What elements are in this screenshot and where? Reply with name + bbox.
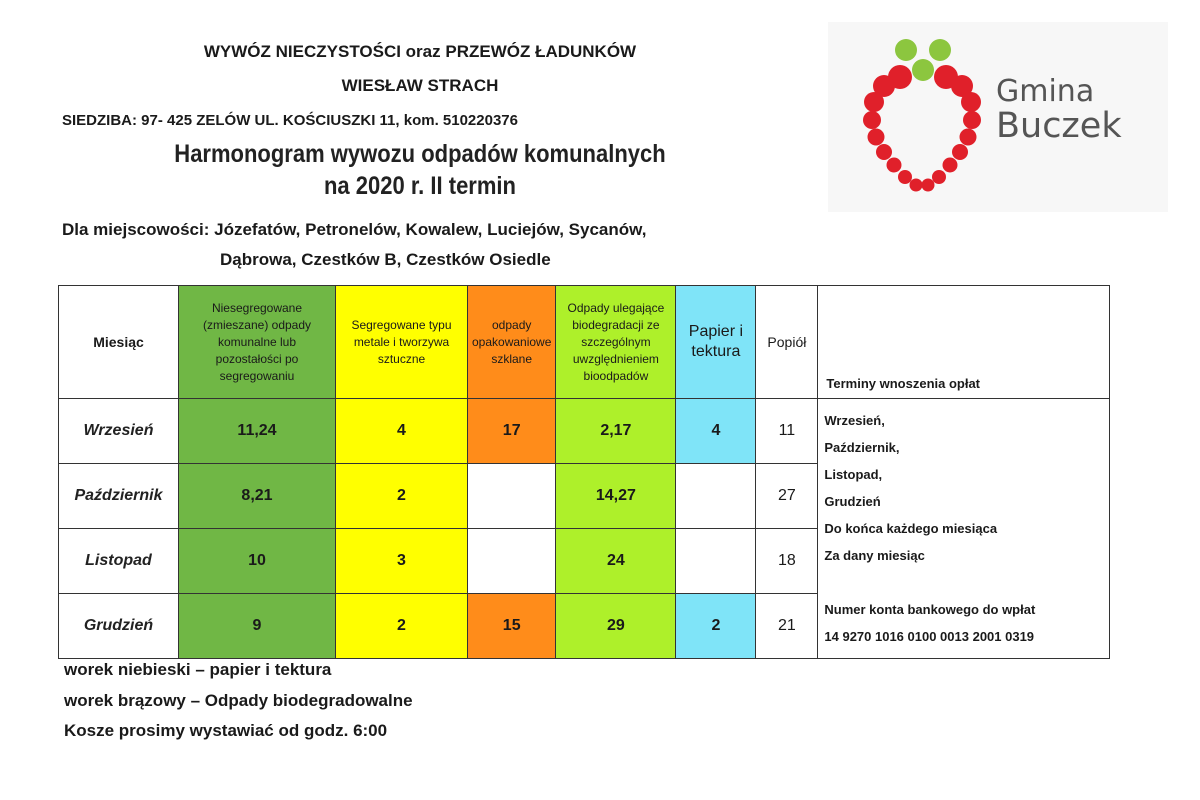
col-header-payment-terms: Terminy wnoszenia opłat bbox=[818, 286, 1110, 399]
mixed-cell: 9 bbox=[179, 594, 336, 659]
payment-term-line: Wrzesień, bbox=[824, 413, 885, 428]
glass-cell bbox=[468, 464, 556, 529]
footer-note-bins-time: Kosze prosimy wystawiać od godz. 6:00 bbox=[64, 721, 388, 740]
paper-cell: 4 bbox=[676, 399, 756, 464]
page-subtitle: na 2020 r. II termin bbox=[323, 172, 516, 200]
col-header-metal-plastic: Segregowane typu metale i tworzywa sztuczne bbox=[336, 286, 468, 399]
metal-plastic-cell: 2 bbox=[336, 464, 468, 529]
col-header-month: Miesiąc bbox=[59, 286, 179, 399]
col-header-glass: odpady opakowaniowe szklane bbox=[468, 286, 556, 399]
month-cell: Grudzień bbox=[59, 594, 179, 659]
table-row bbox=[59, 399, 1110, 464]
glass-cell: 17 bbox=[468, 399, 556, 464]
bio-cell: 24 bbox=[556, 529, 676, 594]
mixed-cell: 8,21 bbox=[179, 464, 336, 529]
ash-cell: 18 bbox=[756, 529, 818, 594]
waste-schedule-table bbox=[58, 285, 1110, 659]
gmina-buczek-logo bbox=[828, 22, 1168, 212]
bank-account-number: 14 9270 1016 0100 0013 2001 0319 bbox=[824, 629, 1035, 644]
payment-term-line: Październik, bbox=[824, 440, 900, 455]
metal-plastic-cell: 4 bbox=[336, 399, 468, 464]
metal-plastic-cell: 2 bbox=[336, 594, 468, 659]
col-header-ash: Popiół bbox=[756, 286, 818, 399]
table-header-row bbox=[59, 286, 1110, 399]
page-title: Harmonogram wywozu odpadów komunalnych bbox=[174, 140, 666, 168]
payment-term-line: Do końca każdego miesiąca bbox=[824, 521, 998, 536]
ash-cell: 21 bbox=[756, 594, 818, 659]
glass-cell: 15 bbox=[468, 594, 556, 659]
paper-cell: 2 bbox=[676, 594, 756, 659]
footer-note-blue-bag: worek niebieski – papier i tektura bbox=[64, 660, 332, 679]
payment-term-line: Za dany miesiąc bbox=[824, 548, 925, 563]
ash-cell: 27 bbox=[756, 464, 818, 529]
bank-account-label: Numer konta bankowego do wpłat bbox=[824, 602, 1036, 617]
heart-dots-logo-icon bbox=[828, 22, 998, 212]
footer-note-brown-bag: worek brązowy – Odpady biodegradowalne bbox=[64, 691, 413, 710]
metal-plastic-cell: 3 bbox=[336, 529, 468, 594]
ash-cell: 11 bbox=[756, 399, 818, 464]
towns-line-2: Dąbrowa, Czestków B, Czestków Osiedle bbox=[220, 250, 551, 269]
month-cell: Wrzesień bbox=[59, 399, 179, 464]
payment-term-line: Listopad, bbox=[824, 467, 883, 482]
month-cell: Październik bbox=[59, 464, 179, 529]
company-name: WYWÓZ NIECZYSTOŚCI oraz PRZEWÓZ ŁADUNKÓW bbox=[203, 42, 637, 61]
bio-cell: 2,17 bbox=[556, 399, 676, 464]
bio-cell: 29 bbox=[556, 594, 676, 659]
logo-text-gmina: Gmina bbox=[996, 74, 1095, 109]
mixed-cell: 11,24 bbox=[179, 399, 336, 464]
bio-cell: 14,27 bbox=[556, 464, 676, 529]
towns-line-1: Dla miejscowości: Józefatów, Petronelów, Kowalew, Luciejów, Sycanów, bbox=[62, 220, 647, 239]
col-header-paper: Papier i tektura bbox=[676, 286, 756, 399]
paper-cell bbox=[676, 464, 756, 529]
logo-text-buczek: Buczek bbox=[996, 106, 1122, 146]
month-cell: Listopad bbox=[59, 529, 179, 594]
company-address: SIEDZIBA: 97- 425 ZELÓW UL. KOŚCIUSZKI 11, kom. 510220376 bbox=[62, 112, 518, 129]
mixed-cell: 10 bbox=[179, 529, 336, 594]
payment-term-line: Grudzień bbox=[824, 494, 881, 509]
payment-term-spacer bbox=[824, 569, 1103, 596]
glass-cell bbox=[468, 529, 556, 594]
payment-terms-cell bbox=[818, 399, 1110, 659]
owner-name: WIESŁAW STRACH bbox=[341, 76, 499, 95]
col-header-mixed: Niesegregowane (zmieszane) odpady komunalne lub pozostałości po segregowaniu bbox=[179, 286, 336, 399]
paper-cell bbox=[676, 529, 756, 594]
col-header-bio: Odpady ulegające biodegradacji ze szczególnym uwzględnieniem bioodpadów bbox=[556, 286, 676, 399]
